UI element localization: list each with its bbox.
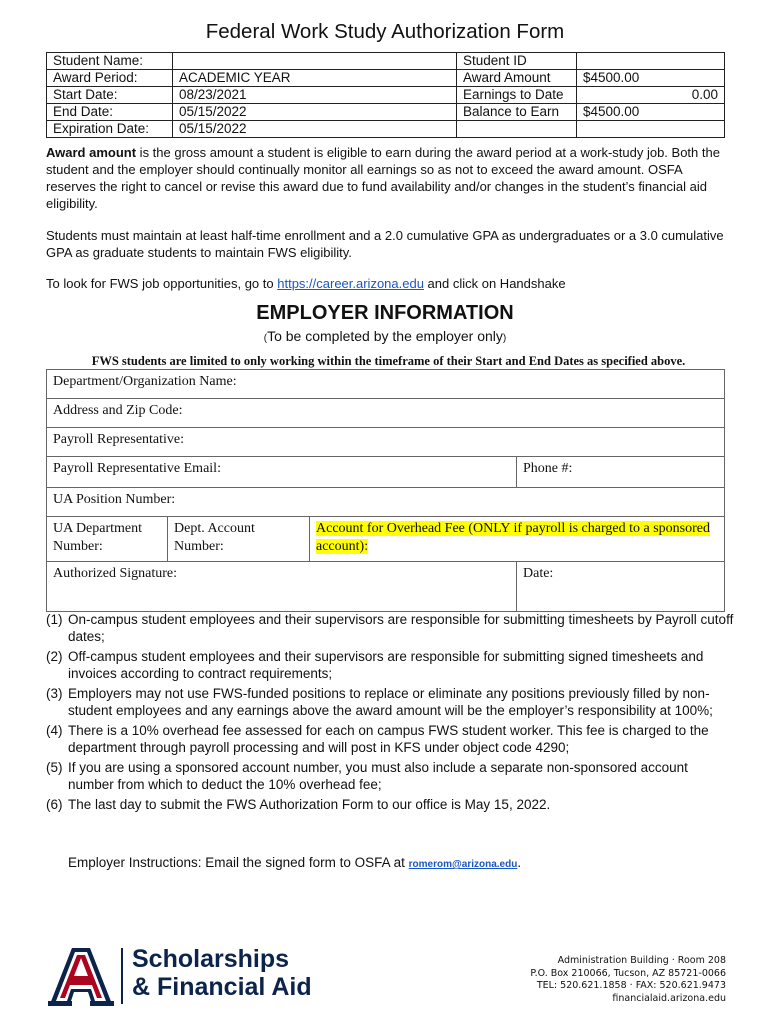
date-field[interactable]: Date: bbox=[517, 562, 725, 612]
start-date-value: 08/23/2021 bbox=[173, 87, 457, 104]
note-item bbox=[46, 686, 736, 719]
note-item bbox=[46, 612, 736, 645]
student-id-value bbox=[577, 53, 725, 70]
address-line: P.O. Box 210066, Tucson, AZ 85721-0066 bbox=[530, 967, 726, 979]
note-number: (4) bbox=[46, 723, 63, 738]
jobs-suffix: and click on Handshake bbox=[423, 276, 566, 291]
phone-field[interactable]: Phone #: bbox=[517, 457, 725, 488]
empty-cell bbox=[457, 121, 577, 138]
award-amount-paragraph bbox=[46, 144, 731, 212]
note-number: (5) bbox=[46, 760, 63, 775]
balance-label: Balance to Earn bbox=[457, 104, 577, 121]
employer-table bbox=[46, 369, 725, 612]
award-amount-label: Award Amount bbox=[457, 70, 577, 87]
instructions-text: Employer Instructions: Email the signed form to OSFA at bbox=[68, 855, 409, 870]
note-number: (6) bbox=[46, 797, 63, 812]
note-text: The last day to submit the FWS Authorization Form to our office is May 15, 2022. bbox=[68, 797, 551, 812]
note-item bbox=[46, 797, 736, 814]
notes-list bbox=[46, 612, 736, 818]
award-amount-description: is the gross amount a student is eligible to earn during the award period at a work-study job. Both the student and the employer should continually monitor all earnings so as not to exceed the award amount. OSFA reserves the right to cancel or revise this award due to fund availability and/or changes in the student’s financial aid eligibility. bbox=[46, 145, 720, 211]
address-line: Administration Building · Room 208 bbox=[557, 955, 726, 966]
employer-heading: EMPLOYER INFORMATION bbox=[256, 302, 514, 324]
address-zip-field[interactable]: Address and Zip Code: bbox=[47, 399, 725, 428]
logo-line-2: & Financial Aid bbox=[132, 973, 312, 1001]
jobs-prefix: To look for FWS job opportunities, go to bbox=[46, 276, 278, 291]
expiration-date-label: Expiration Date: bbox=[47, 121, 173, 138]
form-title: Federal Work Study Authorization Form bbox=[205, 20, 565, 43]
payroll-email-field[interactable]: Payroll Representative Email: bbox=[47, 457, 517, 488]
paren-open: ( bbox=[263, 333, 268, 344]
note-number: (2) bbox=[46, 649, 63, 664]
scholarships-logo bbox=[48, 944, 312, 1008]
balance-value: $4500.00 bbox=[577, 104, 725, 121]
student-id-label: Student ID bbox=[457, 53, 577, 70]
note-text: If you are using a sponsored account number, you must also include a separate non-sponsored account number from which to deduct the 10% overhead fee; bbox=[68, 760, 688, 792]
award-period-label: Award Period: bbox=[47, 70, 173, 87]
note-item bbox=[46, 649, 736, 682]
employer-sub-text: To be completed by the employer only bbox=[267, 328, 503, 344]
employer-instructions bbox=[68, 855, 521, 870]
note-item bbox=[46, 723, 736, 756]
end-date-label: End Date: bbox=[47, 104, 173, 121]
note-text: Off-campus student employees and their supervisors are responsible for submitting signed timesheets and invoices according to contract requirements; bbox=[68, 649, 704, 681]
student-name-label: Student Name: bbox=[47, 53, 173, 70]
department-number-field[interactable]: UA Department Number: bbox=[47, 517, 168, 562]
position-number-field[interactable]: UA Position Number: bbox=[47, 488, 725, 517]
dept-account-field[interactable]: Dept. Account Number: bbox=[168, 517, 310, 562]
signature-field[interactable]: Authorized Signature: bbox=[47, 562, 517, 612]
note-number: (1) bbox=[46, 612, 63, 627]
start-date-label: Start Date: bbox=[47, 87, 173, 104]
paren-close: ) bbox=[502, 333, 507, 344]
osfa-email-link[interactable]: romerom@arizona.edu bbox=[408, 859, 518, 870]
award-info-table bbox=[46, 52, 725, 138]
note-text: On-campus student employees and their supervisors are responsible for submitting timesheets by Payroll cutoff dates; bbox=[68, 612, 734, 644]
student-name-value bbox=[173, 53, 457, 70]
earnings-to-date-label: Earnings to Date bbox=[457, 87, 577, 104]
note-text: Employers may not use FWS-funded positions to replace or eliminate any positions previously filled by non-student employees and any earnings above the award amount will be the employer’s responsibility at 100%; bbox=[68, 686, 713, 718]
limit-notice: FWS students are limited to only working within the timeframe of their Start and End Dates as specified above. bbox=[91, 354, 686, 368]
award-period-value: ACADEMIC YEAR bbox=[173, 70, 457, 87]
note-number: (3) bbox=[46, 686, 63, 701]
overhead-account-field[interactable] bbox=[310, 517, 725, 562]
address-line: TEL: 520.621.1858 · FAX: 520.621.9473 bbox=[536, 980, 726, 991]
employer-subheading bbox=[0, 328, 770, 344]
address-line: financialaid.arizona.edu bbox=[612, 992, 726, 1004]
overhead-label: Account for Overhead Fee (ONLY if payroll is charged to a sponsored account): bbox=[316, 521, 710, 554]
end-date-value: 05/15/2022 bbox=[173, 104, 457, 121]
expiration-date-value: 05/15/2022 bbox=[173, 121, 457, 138]
instructions-end: . bbox=[517, 855, 522, 870]
award-amount-term: Award amount bbox=[46, 145, 137, 160]
note-text: There is a 10% overhead fee assessed for each on campus FWS student worker. This fee is charged to the department through payroll processing and will post in KFS under object code 4290; bbox=[68, 723, 709, 755]
empty-cell bbox=[577, 121, 725, 138]
department-org-field[interactable]: Department/Organization Name: bbox=[47, 370, 725, 399]
earnings-to-date-value: 0.00 bbox=[577, 87, 725, 104]
note-item bbox=[46, 760, 736, 793]
logo-line-1: Scholarships bbox=[132, 945, 289, 973]
jobs-paragraph bbox=[46, 275, 731, 292]
office-address bbox=[530, 955, 726, 1005]
payroll-rep-field[interactable]: Payroll Representative: bbox=[47, 428, 725, 457]
enrollment-paragraph: Students must maintain at least half-time enrollment and a 2.0 cumulative GPA as undergraduates or a 3.0 cumulative GPA as graduate students to maintain FWS eligibility. bbox=[46, 228, 724, 260]
award-amount-value: $4500.00 bbox=[577, 70, 725, 87]
career-link[interactable]: https://career.arizona.edu bbox=[277, 276, 424, 291]
